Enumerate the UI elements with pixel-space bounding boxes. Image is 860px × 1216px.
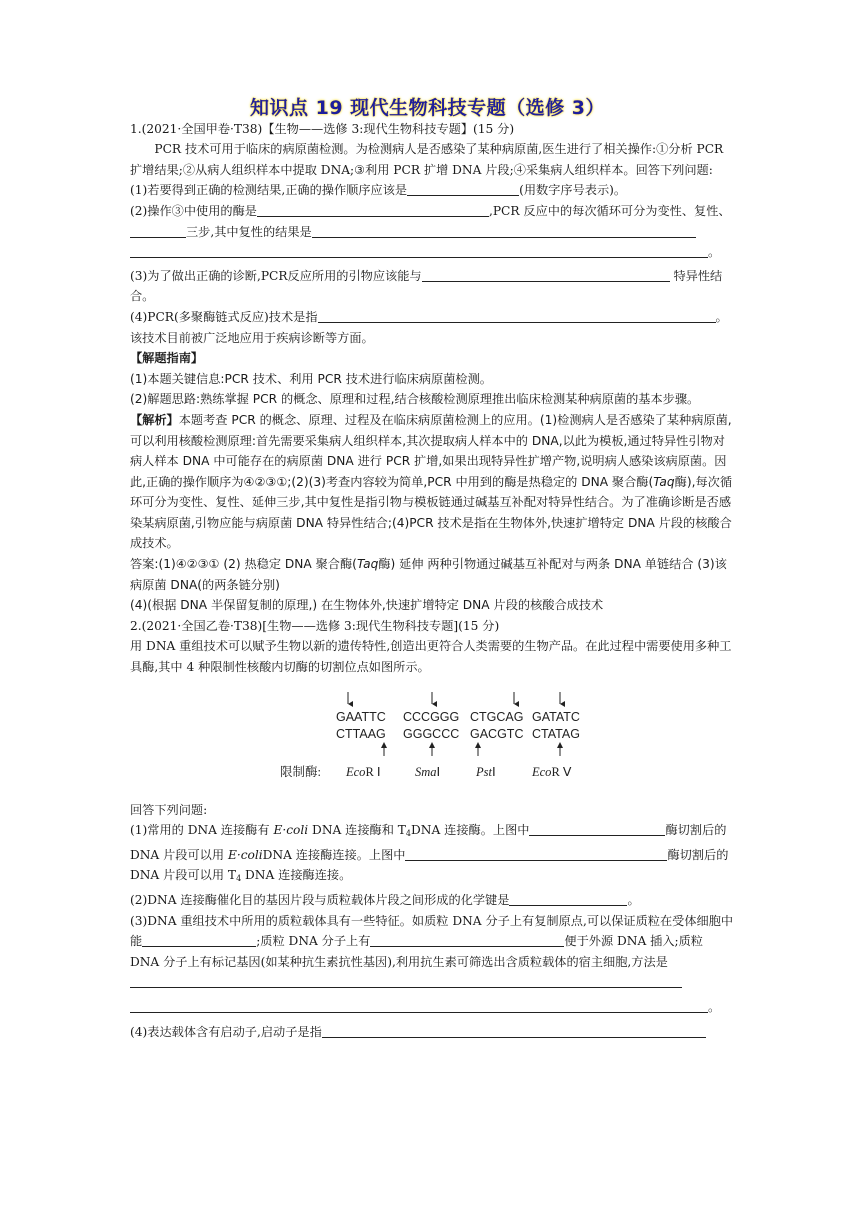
answer-blank[interactable] <box>130 223 186 238</box>
answer-blank[interactable] <box>130 998 708 1013</box>
bottom-sequence-smai: GGGCCC <box>403 726 460 741</box>
answer-text-a: 答案:(1)④②③① (2) 热稳定 DNA 聚合酶( <box>130 557 357 572</box>
enzyme-ecorv: EcoR Ⅴ <box>532 764 572 779</box>
analysis-label: 【解析】 <box>130 412 179 427</box>
answer-blank[interactable] <box>407 181 519 196</box>
q1-part4-end: 。 <box>715 309 728 324</box>
q1-part4-note: 该技术目前被广泛地应用于疾病诊断等方面。 <box>130 330 374 345</box>
answer-blank[interactable] <box>142 932 256 947</box>
answer-blank[interactable] <box>422 267 670 282</box>
enzyme-smai: SmaⅠ <box>415 764 441 779</box>
page-title: 知识点 19 现代生物科技专题（选修 3） <box>249 97 605 119</box>
answer-blank[interactable] <box>130 243 708 258</box>
answer-blank[interactable] <box>529 821 665 836</box>
q2-header: 2.(2021·全国乙卷·T38)[生物——选修 3:现代生物科技专题](15 分) <box>130 618 500 633</box>
q1-part3-text-b: 特异性结合。 <box>130 268 723 304</box>
q2-stem: 用 DNA 重组技术可以赋予生物以新的遗传特性,创造出更符合人类需要的生物产品。在此过程中需要使用多种工具酶,其中 4 种限制性核酸内切酶的切割位点如图所示。 <box>130 639 732 675</box>
restriction-site-figure <box>130 688 735 788</box>
q2-part3-text-c: 便于外源 DNA 插入;质粒 DNA 分子上有标记基因(如某种抗生素抗性基因),利用抗生素可筛选出含质粒载体的宿主细胞,方法是 <box>130 934 703 969</box>
enzyme-label: 限制酶: <box>280 764 321 779</box>
q1-header: 1.(2021·全国甲卷·T38)【生物——选修 3:现代生物科技专题】(15 分) <box>130 121 515 136</box>
answer-blank[interactable] <box>130 973 682 988</box>
ecoli-italic: E·coli <box>273 823 309 838</box>
q1-part1 <box>130 180 735 201</box>
q1-part2 <box>130 201 735 242</box>
answer-line-2: (4)(根据 DNA 半保留复制的原理,) 在生物体外,快速扩增特定 DNA 片段的核酸合成技术 <box>130 598 604 613</box>
q2-part3-text-a: (3)DNA 重组技术中所用的质粒载体具有一些特征。如质粒 DNA 分子上有复制原点,可以保证质粒在受体细胞中能 <box>130 913 734 949</box>
q2-part3-text-b: ;质粒 DNA 分子上有 <box>256 934 371 949</box>
q2-intro: 回答下列问题: <box>130 802 208 817</box>
q2-part4 <box>130 1022 735 1043</box>
top-sequence-ecori: GAATTC <box>336 709 386 724</box>
top-sequence-psti: CTGCAG <box>470 709 524 724</box>
bottom-sequence-ecorv: CTATAG <box>532 726 580 741</box>
bottom-sequence-ecori: CTTAAG <box>336 726 386 741</box>
q2-part1-text-g: DNA 连接酶连接。 <box>241 868 352 883</box>
q2-part2-text-a: (2)DNA 连接酶催化目的基因片段与质粒载体片段之间形成的化学键是 <box>130 893 510 907</box>
analysis-taq: Taq <box>653 474 675 489</box>
answer-taq: Taq <box>356 557 379 572</box>
q2-part1-text-d: 酶切割后的 DNA 片段可以用 <box>130 823 727 862</box>
guide-item-2: (2)解题思路:熟练掌握 PCR 的概念、原理和过程,结合核酸检测原理推出临床检测某种病原菌的基本步骤。 <box>130 392 700 407</box>
q2-part2-end: 。 <box>627 893 640 907</box>
q2-part3 <box>130 911 735 993</box>
bottom-sequence-psti: GACGTC <box>470 726 524 741</box>
answer-text-b: 酶) 延伸 两种引物通过碱基互补配对与两条 DNA 单链结合 (3)该病原菌 DNA(的两条链分别) <box>130 557 727 592</box>
analysis <box>130 410 735 554</box>
top-sequence-smai: CCCGGG <box>403 709 460 724</box>
q1-part2-text-b: ,PCR 反应中的每次循环可分为变性、复性、 <box>488 203 731 218</box>
q1-part4-text-a: (4)PCR(多聚酶链式反应)技术是指 <box>130 309 318 324</box>
q1-part2-end: 。 <box>708 245 721 260</box>
q1-part2-text-a: (2)操作③中使用的酶是 <box>130 203 257 218</box>
analysis-text-a: 本题考查 PCR 的概念、原理、过程及在临床病原菌检测上的应用。(1)检测病人是否感染了某种病原菌,可以利用核酸检测原理:首先需要采集病人组织样本,其次提取病人样本中的 DNA,以此为模板,通过特异性引物对病人样本 DNA 中可能存在的病原菌 DNA 进行 PCR 扩增,如果出现特异性扩增产物,说明病人感染该病原菌。因此,正确的操作顺序为④②③①;(2)(3)考查内容较为简单,PCR 中用到的酶是热稳定的 DNA 聚合酶( <box>130 412 732 489</box>
q2-part1 <box>130 820 735 890</box>
q1-part3-text-a: (3)为了做出正确的诊断,PCR反应所用的引物应该能与 <box>130 268 422 283</box>
guide-title: 【解题指南】 <box>130 351 204 366</box>
q2-part3-end: 。 <box>708 999 721 1014</box>
answer-blank[interactable] <box>257 202 489 217</box>
q1-part3 <box>130 266 735 307</box>
analysis-text-b: 酶),每次循环可分为变性、复性、延伸三步,其中复性是指引物与模板链通过碱基互补配对特异性结合。为了准确诊断是否感染某病原菌,引物应能与病原菌 DNA 特异性结合;(4)PCR 技术是指在生物体外,快速扩增特定 DNA 片段的核酸合成技术。 <box>130 474 733 551</box>
q1-part1-text-b: (用数字序号表示)。 <box>519 183 627 198</box>
answer <box>130 554 735 595</box>
answer-blank[interactable] <box>370 932 564 947</box>
q2-part1-text-f: 酶切割后的 DNA 片段可以用 T <box>130 847 729 883</box>
enzyme-psti: PstⅠ <box>476 764 496 779</box>
restriction-site-diagram <box>130 688 735 788</box>
q2-part2 <box>130 890 735 911</box>
q1-part4 <box>130 307 735 328</box>
t4-subscript: 4 <box>405 829 412 839</box>
q1-part1-text-a: (1)若要得到正确的检测结果,正确的操作顺序应该是 <box>130 183 408 198</box>
q1-part2-line <box>130 242 735 263</box>
t4-subscript: 4 <box>236 874 242 884</box>
q2-part1-text-a: (1)常用的 DNA 连接酶有 <box>130 823 274 838</box>
enzyme-ecori: EcoR Ⅰ <box>346 764 381 779</box>
q1-stem: PCR 技术可用于临床的病原菌检测。为检测病人是否感染了某种病原菌,医生进行了相关操作:①分析 PCR 扩增结果;②从病人组织样本中提取 DNA;③利用 PCR 扩增 DNA 片段;④采集病人组织样本。回答下列问题: <box>130 142 724 177</box>
q2-part4-text-a: (4)表达载体含有启动子,启动子是指 <box>130 1024 322 1039</box>
answer-blank[interactable] <box>509 891 627 906</box>
ecoli-italic: E·coli <box>227 847 263 862</box>
answer-blank[interactable] <box>405 846 667 861</box>
document-page <box>130 98 735 1042</box>
q2-part3-line <box>130 997 735 1018</box>
q1-part2-text-c: 三步,其中复性的结果是 <box>186 224 312 239</box>
q2-part1-text-c: DNA 连接酶。上图中 <box>411 823 530 838</box>
q2-part1-text-e: DNA 连接酶连接。上图中 <box>262 847 406 862</box>
guide-item-1: (1)本题关键信息:PCR 技术、利用 PCR 技术进行临床病原菌检测。 <box>130 371 492 386</box>
answer-blank[interactable] <box>318 308 716 323</box>
q2-part1-text-b: DNA 连接酶和 T <box>308 823 406 838</box>
answer-blank[interactable] <box>322 1023 706 1038</box>
top-sequence-ecorv: GATATC <box>532 709 580 724</box>
answer-blank[interactable] <box>312 223 696 238</box>
